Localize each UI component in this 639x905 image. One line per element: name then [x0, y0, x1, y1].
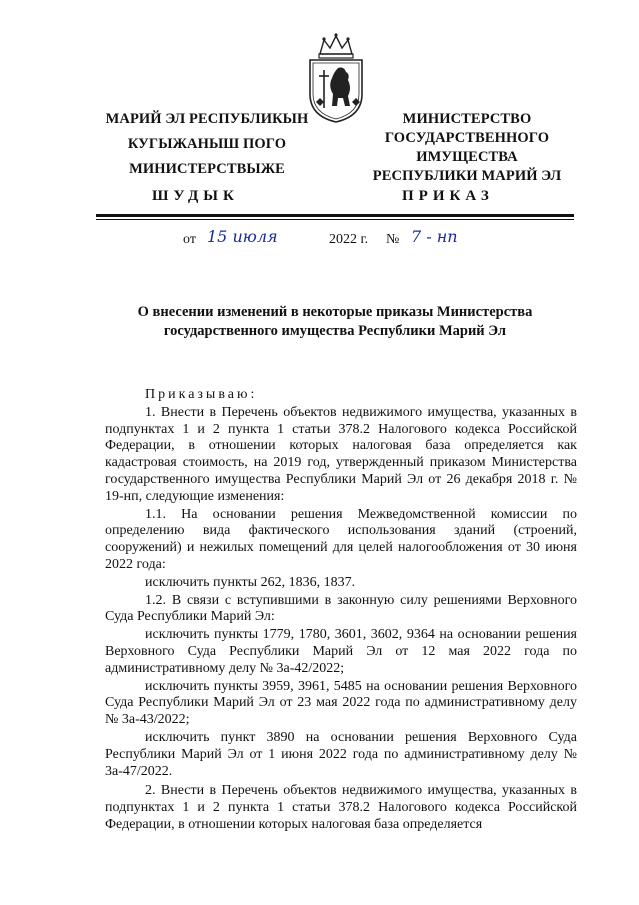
body-paragraph: 1. Внести в Перечень объектов недвижимого имущества, указанных в подпунктах 1 и 2 пункта 1 статьи 378.2 Налогового кодекса Российской Федерации, в отношении которых налоговая база определяется как кадастровая стоимость, на 2019 год, утвержденный приказом Министерства государственного имущества Республики Марий Эл от 26 декабря 2018 г. № 19-нп, следующие изменения: [105, 404, 577, 504]
header-right-line: РЕСПУБЛИКИ МАРИЙ ЭЛ [372, 168, 562, 184]
body-paragraph: исключить пункты 262, 1836, 1837. [145, 574, 356, 590]
title-line: государственного имущества Республики Марий Эл [163, 323, 507, 339]
header-right-line: МИНИСТЕРСТВО [402, 111, 532, 127]
date-handwritten: 15 июля [207, 227, 278, 246]
title-line: О внесении изменений в некоторые приказы Министерства [137, 304, 533, 320]
date-year: 2022 г. [329, 232, 369, 247]
header-right-line: ИМУЩЕСТВА [416, 149, 518, 165]
body-paragraph: 2. Внести в Перечень объектов недвижимого имущества, указанных в подпунктах 1 и 2 пункта 1 статьи 378.2 Налогового кодекса Российской Федерации, в отношении которых налоговая база определяется [105, 783, 577, 832]
doc-type-left: ШУДЫК [152, 188, 239, 204]
header-left-block [96, 110, 318, 185]
header-right-block [362, 110, 572, 186]
doc-type-right: ПРИКАЗ [402, 188, 494, 204]
body-paragraph: исключить пункты 1779, 1780, 3601, 3602, 9364 на основании решения Верховного Суда Республики Марий Эл от 12 мая 2022 года по административному делу № 3а-42/2022; [105, 627, 577, 676]
header-divider-thin [96, 219, 574, 220]
document-body [105, 387, 577, 835]
order-keyword: Приказываю: [145, 387, 258, 402]
body-paragraph: исключить пункт 3890 на основании решения Верховного Суда Республики Марий Эл от 1 июня 2022 года по административному делу № 3а-47/2022. [105, 729, 577, 779]
header-left-line: КУГЫЖАНЫШ ПОГО [127, 136, 287, 152]
header-left-line: МАРИЙ ЭЛ РЕСПУБЛИКЫН [105, 111, 309, 127]
number-handwritten: 7 - нп [411, 227, 458, 246]
body-paragraph: исключить пункты 3959, 3961, 5485 на основании решения Верховного Суда Республики Марий Эл от 23 мая 2022 года по административному делу № 3а-43/2022; [105, 678, 577, 728]
date-prefix: от [183, 232, 196, 247]
header-left-line: МИНИСТЕРСТВЫЖЕ [129, 161, 285, 177]
header-divider-thick [96, 214, 574, 217]
number-sign: № [386, 232, 400, 247]
header-right-line: ГОСУДАРСТВЕННОГО [384, 130, 550, 146]
body-paragraph: 1.1. На основании решения Межведомственной комиссии по определению вида фактического использования зданий (строений, сооружений) и нежилых помещений для целей налогообложения от 30 июня 2022 года: [105, 506, 577, 572]
document-title [120, 303, 550, 341]
body-paragraph: 1.2. В связи с вступившими в законную силу решениями Верховного Суда Республики Марий Эл: [105, 592, 577, 625]
